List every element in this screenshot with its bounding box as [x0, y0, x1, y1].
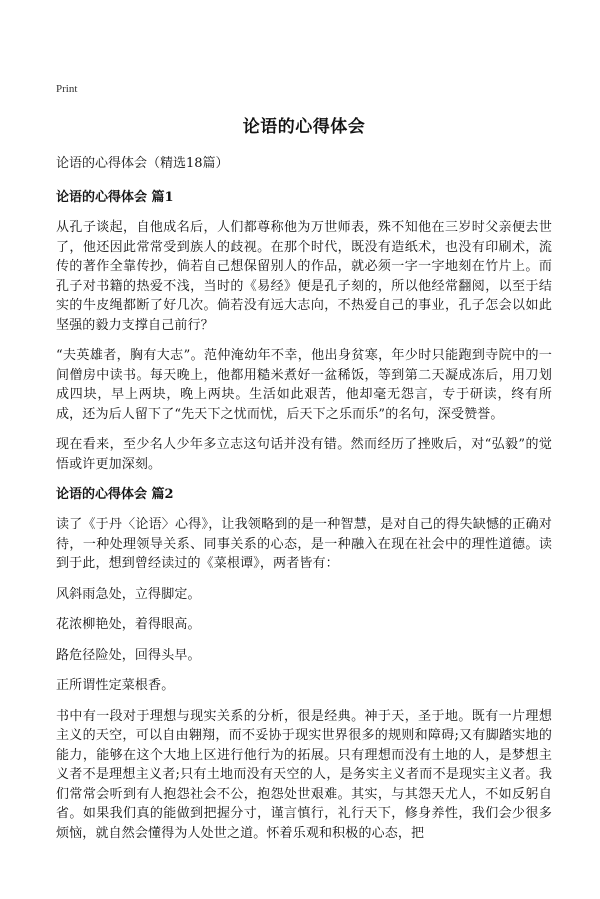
document-page — [56, 82, 552, 854]
paragraph: 读了《于丹〈论语〉心得》，让我领略到的是一种智慧，是对自己的得失缺憾的正确对待，一种处理领导关系、同事关系的心态，是一种融入在现在社会中的理性道德。读到于此，想到曾经读过的《菜根谭》，两者皆有： — [56, 517, 552, 571]
page-title: 论语的心得体会 — [242, 117, 366, 137]
section-2 — [56, 485, 552, 843]
paragraph: 现在看来，至少名人少年多立志这句话并没有错。然而经历了挫败后，对“弘毅”的觉悟或许更加深刻。 — [56, 437, 552, 472]
paragraph: 路危径险处，回得头早。 — [56, 647, 201, 663]
paragraph: 风斜雨急处，立得脚定。 — [56, 586, 201, 602]
paragraph: 花浓柳艳处，着得眼高。 — [56, 617, 201, 632]
paragraph: “夫英雄者，胸有大志”。范仲淹幼年不幸，他出身贫寒，年少时只能跑到寺院中的一间僧房中读书。每天晚上，他都用糙米煮好一盆稀饭，等到第二天凝成冻后，用刀划成四块，早上两块，晚上两块。生活如此艰苦，他却毫无怨言，专于研读，终有所成，还为后人留下了“先天下之忧而忧，后天下之乐而乐”的名句，深受赞誉。 — [56, 348, 552, 422]
section-heading: 论语的心得体会 篇1 — [56, 190, 174, 205]
section-heading: 论语的心得体会 篇2 — [56, 487, 174, 502]
document-subtitle: 论语的心得体会（精选18篇） — [56, 156, 229, 171]
paragraph: 正所谓性定菜根香。 — [56, 678, 175, 693]
print-label: Print — [56, 83, 78, 95]
paragraph: 从孔子谈起，自他成名后，人们都尊称他为万世师表，殊不知他在三岁时父亲便去世了，他还因此常常受到族人的歧视。在那个时代，既没有造纸术，也没有印刷术，流传的著作全靠传抄，倘若自己想保留别人的作品，就必须一字一字地刻在竹片上。而孔子对书籍的热爱不浅，当时的《易经》便是孔子刻的，所以他经常翻阅，以至于结实的牛皮绳都断了好几次。倘若没有远大志向，不热爱自己的事业，孔子怎会以如此坚强的毅力支撑自己前行？ — [56, 220, 552, 333]
section-1 — [56, 188, 552, 474]
paragraph: 书中有一段对于理想与现实关系的分析，很是经典。神于天，圣于地。既有一片理想主义的天空，可以自由翱翔，而不妥协于现实世界很多的规则和障碍;又有脚踏实地的能力，能够在这个大地上区进行他行为的拓展。只有理想而没有土地的人，是梦想主义者不是理想主义者;只有土地而没有天空的人，是务实主义者而不是现实主义者。我们常常会听到有人抱怨社会不公，抱怨处世艰难。其实，与其怨天尤人，不如反躬自省。如果我们真的能做到把握分寸，谨言慎行，礼行天下，修身养性，我们会少很多烦恼，就自然会懂得为人处世之道。怀着乐观和积极的心态，把 — [56, 708, 552, 841]
